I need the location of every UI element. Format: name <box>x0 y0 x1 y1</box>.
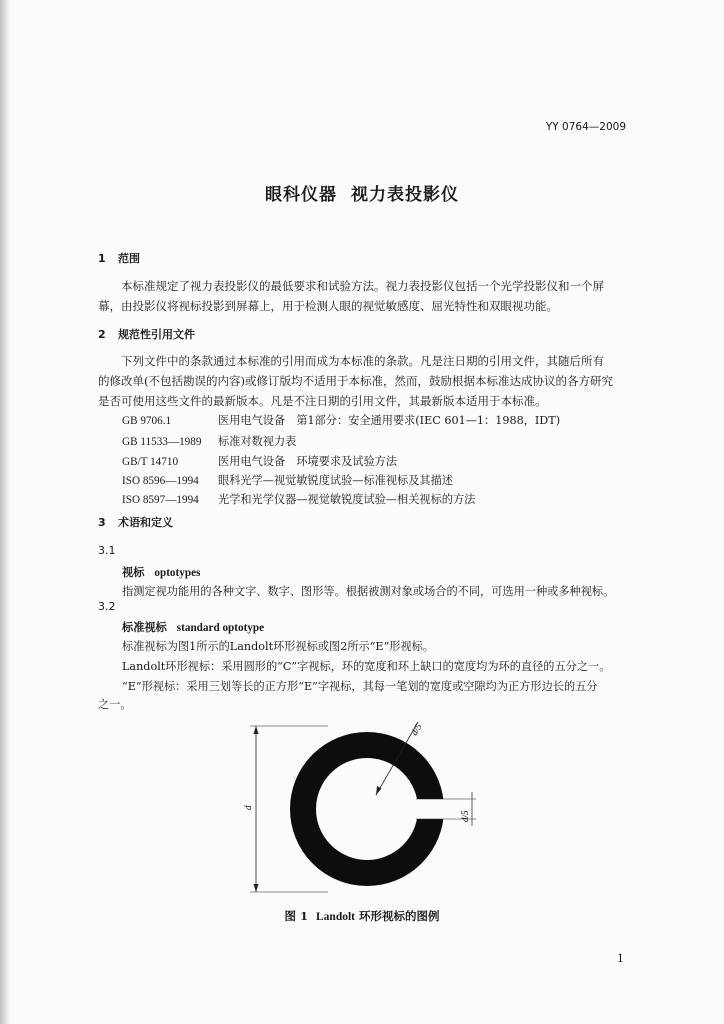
scan-edge <box>0 0 10 1024</box>
arrowhead-top <box>254 726 259 734</box>
term1 <box>122 564 200 580</box>
section1-number: 1 <box>98 252 106 265</box>
term2-line: Landolt环形视标：采用圆形的“C”字视标，环的宽度和环上缺口的宽度均为环的直径的五分之一。 <box>122 660 611 673</box>
term2-number: 3.2 <box>98 600 116 613</box>
term2-line: “E”形视标：采用三划等长的正方形“E”字视标，其每一笔划的宽度或空隙均为正方形边长的五分 <box>122 680 598 693</box>
reference-item <box>122 453 397 469</box>
page-number: 1 <box>617 952 624 965</box>
reference-title: 光学和光学仪器—视觉敏锐度试验—相关视标的方法 <box>218 493 476 506</box>
arrowhead-bottom <box>254 884 259 892</box>
section2-number: 2 <box>98 328 106 341</box>
reference-code: ISO 8596—1994 <box>122 475 199 487</box>
section2-line: 的修改单(不包括勘误的内容)或修订版均不适用于本标准，然而，鼓励根据本标准达成协议的各方研究 <box>98 374 613 388</box>
section1-heading <box>98 250 140 266</box>
reference-code: ISO 8597—1994 <box>122 494 199 506</box>
label-d5-top: d/5 <box>409 722 424 737</box>
label-d5-right: d/5 <box>460 810 470 822</box>
term1-definition: 指测定视功能用的各种文字、数字、图形等。根据被测对象或场合的不同，可选用一种或多种视标。 <box>122 585 615 598</box>
reference-code: GB 9706.1 <box>122 415 172 427</box>
term2-line: 之一。 <box>98 698 132 711</box>
term2-en: standard optotype <box>176 622 265 634</box>
landolt-ring-figure <box>240 712 480 896</box>
section1-paragraph <box>98 276 628 316</box>
section2-heading <box>98 326 195 342</box>
ring-gap <box>390 799 448 819</box>
section2-line: 下列文件中的条款通过本标准的引用而成为本标准的条款。凡是注日期的引用文件，其随后所有 <box>121 354 604 368</box>
reference-code: GB/T 14710 <box>122 456 179 468</box>
figure1-caption-en: Landolt <box>316 911 355 923</box>
term2-line: 标准视标为图1所示的Landolt环形视标或图2所示“E”形视标。 <box>122 640 435 653</box>
section1-line: 幕，由投影仪将视标投影到屏幕上，用于检测人眼的视觉敏感度、屈光特性和双眼视功能。 <box>98 299 558 313</box>
reference-code: GB 11533—1989 <box>122 436 202 448</box>
section2-line: 是否可使用这些文件的最新版本。凡是不注日期的引用文件，其最新版本适用于本标准。 <box>98 394 547 408</box>
reference-item <box>122 491 475 507</box>
reference-title: 标准对数视力表 <box>218 435 297 448</box>
document-title <box>0 180 724 205</box>
figure1-caption-cn: 环形视标的图例 <box>359 909 440 923</box>
section3-number: 3 <box>98 516 106 529</box>
section3-title: 术语和定义 <box>118 516 173 529</box>
section1-title: 范围 <box>118 252 140 265</box>
term2 <box>122 619 264 635</box>
term1-number: 3.1 <box>98 544 116 557</box>
title-part1: 眼科仪器 <box>265 185 337 205</box>
section3-heading <box>98 514 173 530</box>
section1-line: 本标准规定了视力表投影仪的最低要求和试验方法。视力表投影仪包括一个光学投影仪和一个屏 <box>121 279 604 293</box>
standard-code: YY 0764—2009 <box>545 121 626 133</box>
label-d: d <box>243 805 253 810</box>
reference-item <box>122 412 560 428</box>
reference-item <box>122 433 296 449</box>
section2-paragraph <box>98 351 628 411</box>
term1-en: optotypes <box>154 567 201 579</box>
figure1-caption <box>0 908 724 924</box>
figure1-caption-number: 图 1 <box>284 909 308 923</box>
reference-title: 医用电气设备 第1部分：安全通用要求(IEC 601—1：1988，IDT) <box>218 414 561 427</box>
reference-title: 医用电气设备 环境要求及试验方法 <box>218 455 398 468</box>
section2-title: 规范性引用文件 <box>118 328 195 341</box>
reference-item <box>122 472 453 488</box>
reference-title: 眼科光学—视觉敏锐度试验—标准视标及其描述 <box>218 474 453 487</box>
term2-cn: 标准视标 <box>122 620 167 634</box>
title-part2: 视力表投影仪 <box>351 185 459 205</box>
term1-cn: 视标 <box>122 565 145 579</box>
